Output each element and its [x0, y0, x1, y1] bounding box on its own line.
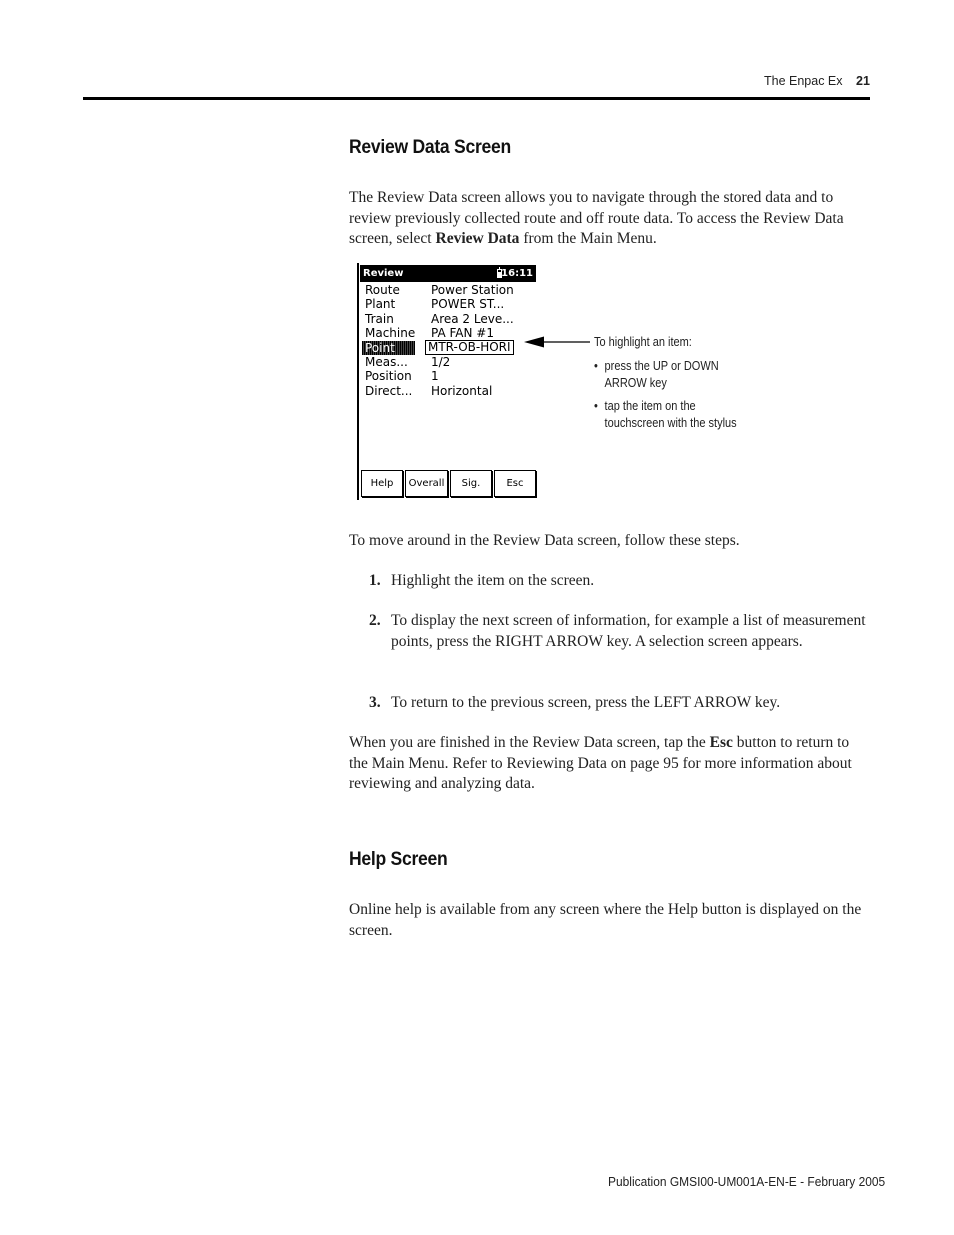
help-screen-heading: Help Screen [349, 848, 448, 870]
step-number: 1. [369, 572, 381, 589]
steps-intro-paragraph: To move around in the Review Data screen, follow these steps. [349, 532, 740, 549]
row-label: Plant [365, 297, 396, 312]
step-item [369, 611, 869, 652]
row-value: Horizontal [431, 383, 493, 398]
device-row-direction[interactable] [365, 384, 535, 398]
device-title-bar [360, 265, 536, 282]
closing-bold-term: Esc [709, 734, 733, 751]
device-clock: 16:11 [501, 268, 533, 279]
review-intro-paragraph [349, 188, 869, 250]
callout-arrow-icon [524, 335, 590, 349]
intro-text-end: from the Main Menu. [519, 230, 657, 248]
callout-bullet-text: tap the item on the touchscreen with the stylus [604, 399, 737, 430]
row-value: POWER ST... [431, 297, 505, 312]
step-item [369, 693, 869, 714]
row-value: Power Station [431, 283, 514, 297]
row-label: Route [365, 283, 400, 297]
row-label: Direct... [365, 383, 413, 398]
device-sig-button[interactable]: Sig. [450, 470, 492, 497]
device-esc-button[interactable]: Esc [494, 470, 536, 497]
device-help-button[interactable]: Help [361, 470, 403, 497]
review-data-heading: Review Data Screen [349, 136, 511, 158]
step-text: Highlight the item on the screen. [391, 572, 595, 589]
intro-text-start: The Review Data screen allows you to navigate through the stored data and to review previously collected route and off route data. To access the Review Data screen, select [349, 189, 844, 248]
row-label: Machine [365, 326, 416, 341]
intro-bold-term: Review Data [435, 230, 520, 248]
row-value: Area 2 Leve... [431, 311, 514, 326]
step-item [369, 571, 869, 592]
header-rule [83, 97, 870, 100]
row-label-highlighted: Point [362, 341, 415, 355]
device-row-machine[interactable] [365, 326, 535, 340]
device-row-train[interactable] [365, 312, 535, 326]
device-row-plant[interactable] [365, 297, 535, 311]
help-paragraph: Online help is available from any screen where the Help button is displayed on the screen. [349, 901, 862, 939]
step-text: To return to the previous screen, press the LEFT ARROW key. [391, 694, 781, 711]
row-label: Position [365, 369, 412, 384]
row-label: Train [365, 311, 394, 326]
callout-bullet-text: press the UP or DOWN ARROW key [604, 359, 719, 390]
closing-paragraph [349, 733, 869, 795]
row-value: PA FAN #1 [431, 326, 494, 341]
device-overall-button[interactable]: Overall [405, 470, 448, 497]
closing-text-start: When you are finished in the Review Data screen, tap the [349, 734, 710, 751]
closing-text-end: button to return to the Main Menu. Refer to Reviewing Data on page 95 for more information about reviewing and analyzing data. [349, 734, 852, 793]
device-row-position[interactable] [365, 369, 535, 383]
row-value: 1/2 [431, 355, 451, 369]
step-number: 2. [369, 612, 381, 629]
step-number: 3. [369, 694, 381, 711]
page-number: 21 [856, 74, 870, 88]
bullet-icon: • [594, 399, 598, 413]
callout-bullet [594, 358, 744, 392]
figure-border [357, 263, 359, 500]
callout-title: To highlight an item: [594, 335, 692, 349]
row-value: 1 [431, 369, 439, 384]
publication-footer: Publication GMSI00-UM001A-EN-E - February 2005 [608, 1174, 886, 1189]
row-label: Meas... [365, 355, 408, 369]
bullet-icon: • [594, 359, 598, 373]
step-text: To display the next screen of information, for example a list of measurement points, press the RIGHT ARROW key. A selection screen appears. [391, 612, 866, 650]
running-header-title: The Enpac Ex [764, 74, 843, 88]
device-screen-title: Review [363, 268, 404, 279]
callout-bullet [594, 398, 744, 432]
device-row-meas[interactable] [365, 355, 535, 369]
row-value-boxed: MTR-OB-HORI [425, 340, 514, 355]
device-row-point-selected[interactable] [365, 341, 535, 355]
device-row-route[interactable] [365, 283, 535, 297]
